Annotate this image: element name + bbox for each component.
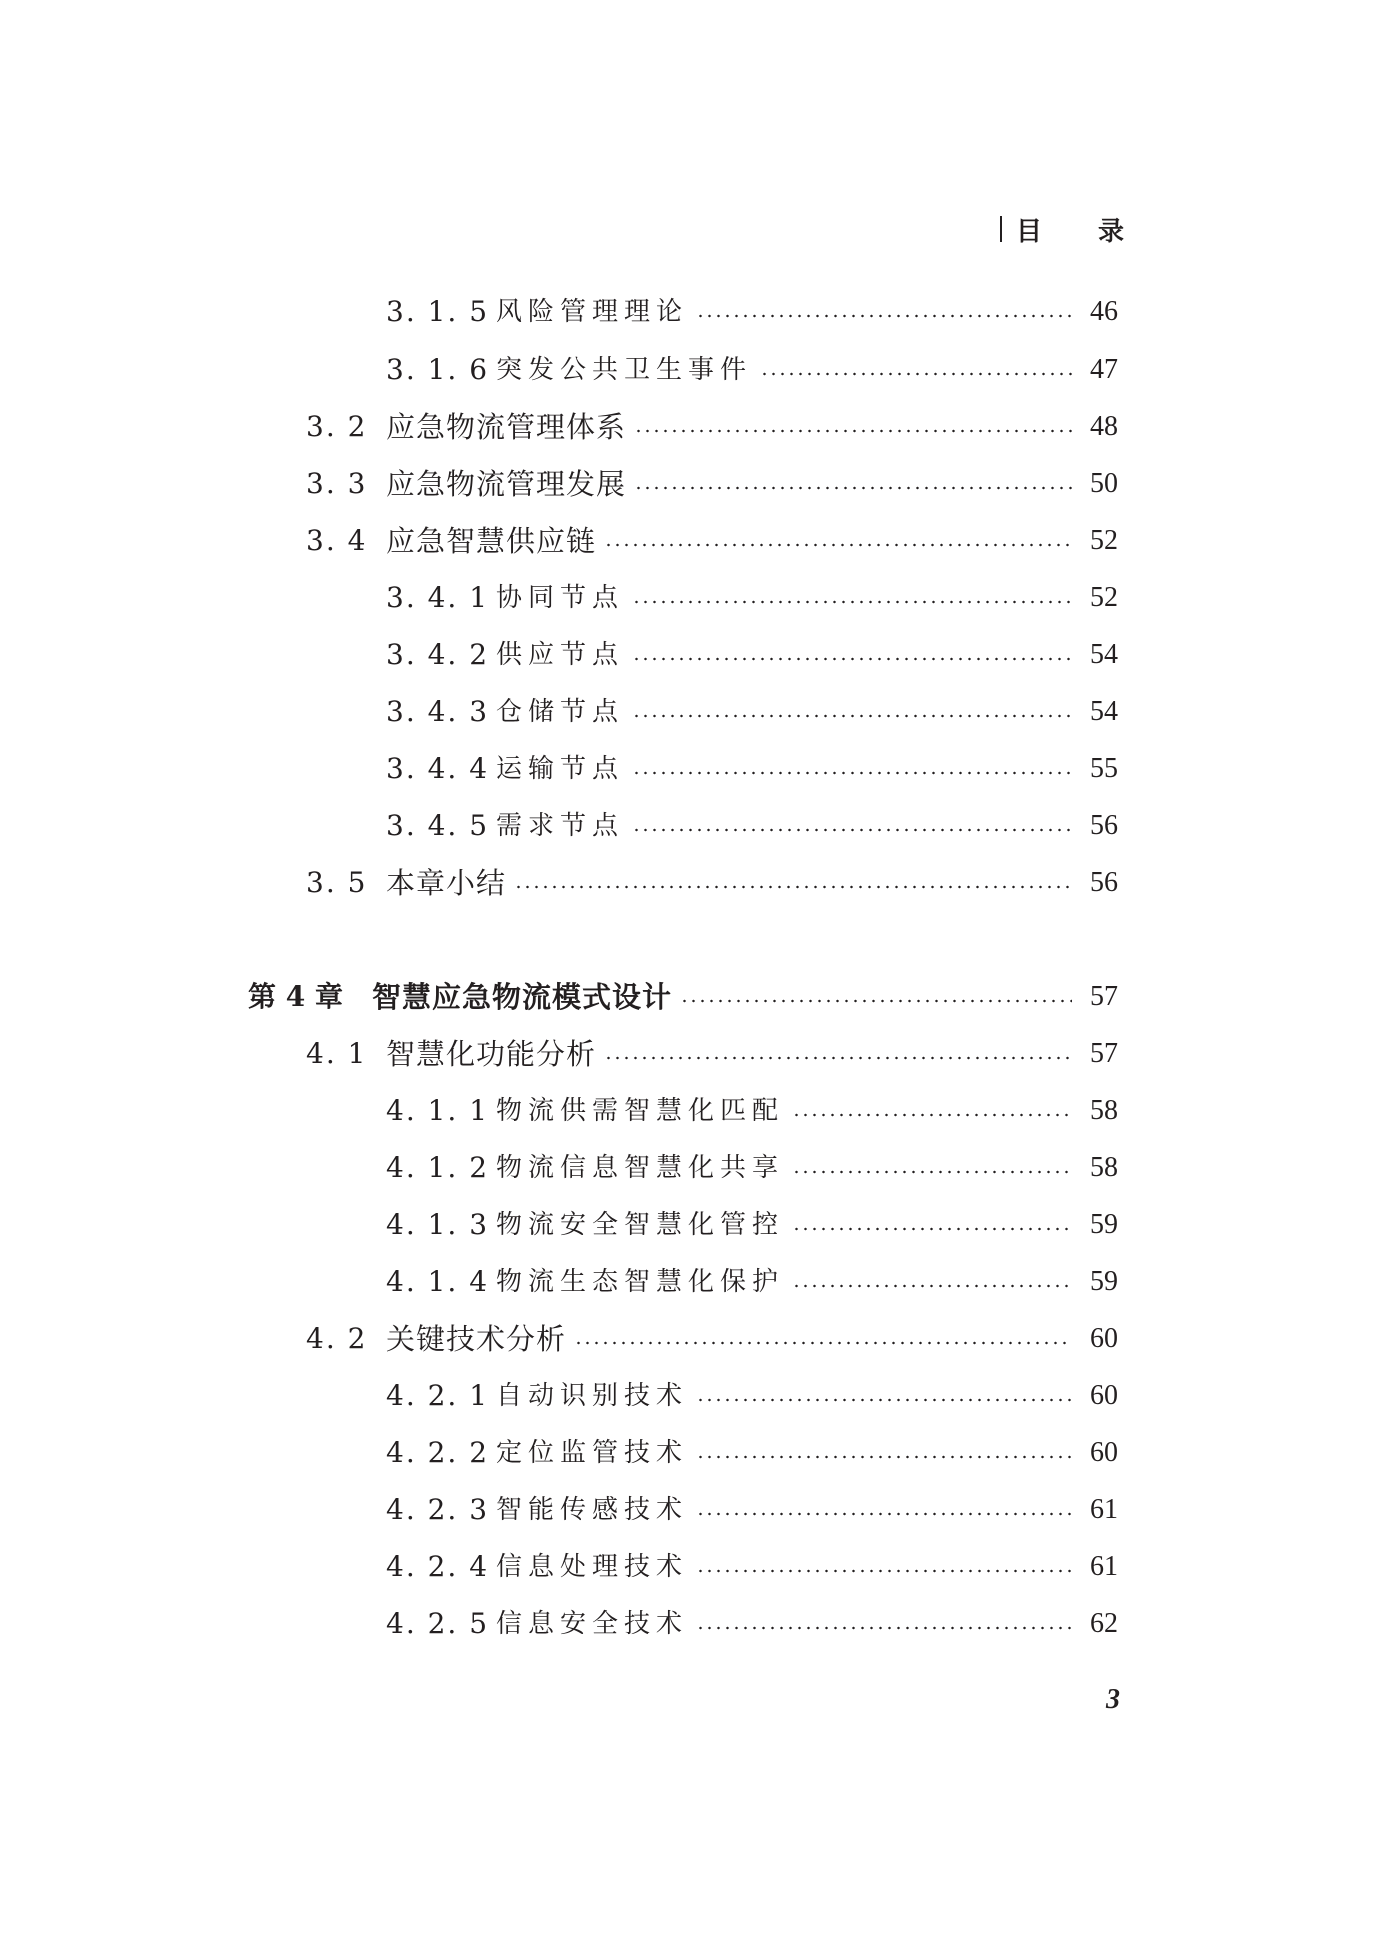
toc-page: 48 [1090,411,1118,442]
toc-title: 应急物流管理发展 [386,467,627,501]
toc-entry[interactable] [386,1205,1118,1245]
toc-entry[interactable] [386,350,1118,390]
dot-leader [696,1398,1072,1402]
toc-entry[interactable] [306,1319,1118,1359]
toc-number: 3. 4. 2 [386,638,490,671]
toc-entry[interactable] [386,692,1118,732]
toc-entry[interactable] [386,1433,1118,1473]
toc-chapter-number: 第 4 章 [248,980,343,1013]
dot-leader [792,1170,1072,1174]
toc-page: 61 [1090,1551,1118,1582]
header-rule [1000,216,1002,242]
toc-page: 58 [1090,1152,1118,1183]
toc-number: 3. 4 [306,524,368,557]
toc-title: 自动识别技术 [496,1381,689,1411]
toc-page: 54 [1090,639,1118,670]
toc-page: 56 [1090,810,1118,841]
toc-number: 3. 4. 1 [386,581,490,614]
toc-number: 3. 1. 6 [386,353,490,386]
toc-page: 56 [1090,867,1118,898]
dot-leader [680,999,1072,1003]
toc-page: 55 [1090,753,1118,784]
toc-entry[interactable] [306,863,1118,903]
toc-chapter-entry[interactable] [248,977,1118,1017]
toc-entry[interactable] [386,1148,1118,1188]
toc-entry[interactable] [386,806,1118,846]
toc-title: 物流供需智慧化匹配 [496,1096,785,1126]
dot-leader [696,1455,1072,1459]
dot-leader [696,314,1072,318]
toc-number: 4. 1. 3 [386,1208,490,1241]
dot-leader [792,1113,1072,1117]
toc-page: 60 [1090,1437,1118,1468]
toc-page: 54 [1090,696,1118,727]
toc-number: 3. 4. 5 [386,809,490,842]
toc-page: 52 [1090,525,1118,556]
dot-leader [760,372,1072,376]
toc-number: 3. 4. 3 [386,695,490,728]
dot-leader [696,1569,1072,1573]
toc-page: 58 [1090,1095,1118,1126]
toc-title: 关键技术分析 [386,1322,567,1356]
toc-number: 4. 2 [306,1322,368,1355]
toc-number: 4. 1. 1 [386,1094,490,1127]
toc-page: 46 [1090,296,1118,327]
toc-page: 50 [1090,468,1118,499]
toc-entry[interactable] [386,292,1118,332]
toc-entry[interactable] [386,1490,1118,1530]
toc-page: 60 [1090,1323,1118,1354]
dot-leader [574,1341,1072,1345]
toc-number: 4. 2. 4 [386,1550,490,1583]
toc-title: 定位监管技术 [496,1438,689,1468]
toc-page: 62 [1090,1608,1118,1639]
toc-number: 3. 2 [306,410,368,443]
page-number: 3 [1106,1684,1120,1715]
toc-title: 应急智慧供应链 [386,524,597,558]
toc-title: 智慧应急物流模式设计 [372,980,673,1014]
dot-leader [604,543,1072,547]
toc-entry[interactable] [306,464,1118,504]
toc-title: 物流生态智慧化保护 [496,1267,785,1297]
toc-number: 4. 1. 4 [386,1265,490,1298]
toc-title: 本章小结 [386,866,507,900]
toc-number: 4. 1 [306,1037,368,1070]
dot-leader [632,657,1072,661]
dot-leader [514,885,1072,889]
toc-entry[interactable] [386,749,1118,789]
toc-entry[interactable] [306,1034,1118,1074]
toc-page: 57 [1090,981,1118,1012]
toc-entry[interactable] [386,1547,1118,1587]
running-header [1000,212,1124,246]
toc-entry[interactable] [386,1262,1118,1302]
toc-number: 3. 5 [306,866,368,899]
toc-title: 智能传感技术 [496,1495,689,1525]
toc-page: 59 [1090,1266,1118,1297]
dot-leader [632,600,1072,604]
dot-leader [696,1512,1072,1516]
toc-entry[interactable] [386,1091,1118,1131]
toc-entry[interactable] [306,521,1118,561]
toc-page: 47 [1090,354,1118,385]
header-char-1: 目 [1016,216,1043,247]
toc-title: 突发公共卫生事件 [496,355,753,385]
toc-number: 4. 2. 2 [386,1436,490,1469]
dot-leader [792,1227,1072,1231]
toc-title: 物流安全智慧化管控 [496,1210,785,1240]
toc-number: 4. 1. 2 [386,1151,490,1184]
toc-page: 59 [1090,1209,1118,1240]
toc-entry[interactable] [386,1604,1118,1644]
toc-title: 运输节点 [496,754,625,784]
toc-title: 信息处理技术 [496,1552,689,1582]
toc-page: 52 [1090,582,1118,613]
toc-title: 风险管理理论 [496,297,689,327]
toc-entry[interactable] [386,635,1118,675]
dot-leader [634,429,1072,433]
toc-title: 应急物流管理体系 [386,410,627,444]
dot-leader [696,1626,1072,1630]
toc-title: 需求节点 [496,811,625,841]
toc-title: 仓储节点 [496,697,625,727]
toc-number: 3. 3 [306,467,368,500]
toc-number: 3. 1. 5 [386,295,490,328]
dot-leader [632,771,1072,775]
toc-title: 物流信息智慧化共享 [496,1153,785,1183]
dot-leader [604,1056,1072,1060]
toc-number: 4. 2. 1 [386,1379,490,1412]
toc-number: 4. 2. 5 [386,1607,490,1640]
toc-page: 60 [1090,1380,1118,1411]
toc-number: 3. 4. 4 [386,752,490,785]
toc-title: 协同节点 [496,583,625,613]
toc-title: 供应节点 [496,640,625,670]
dot-leader [634,486,1072,490]
toc-entry[interactable] [386,578,1118,618]
toc-entry[interactable] [306,407,1118,447]
toc-title: 信息安全技术 [496,1609,689,1639]
toc-page: 57 [1090,1038,1118,1069]
header-char-2: 录 [1098,216,1125,247]
dot-leader [632,828,1072,832]
dot-leader [632,714,1072,718]
dot-leader [792,1284,1072,1288]
toc-entry[interactable] [386,1376,1118,1416]
toc-title: 智慧化功能分析 [386,1037,597,1071]
toc-page: 61 [1090,1494,1118,1525]
toc-number: 4. 2. 3 [386,1493,490,1526]
